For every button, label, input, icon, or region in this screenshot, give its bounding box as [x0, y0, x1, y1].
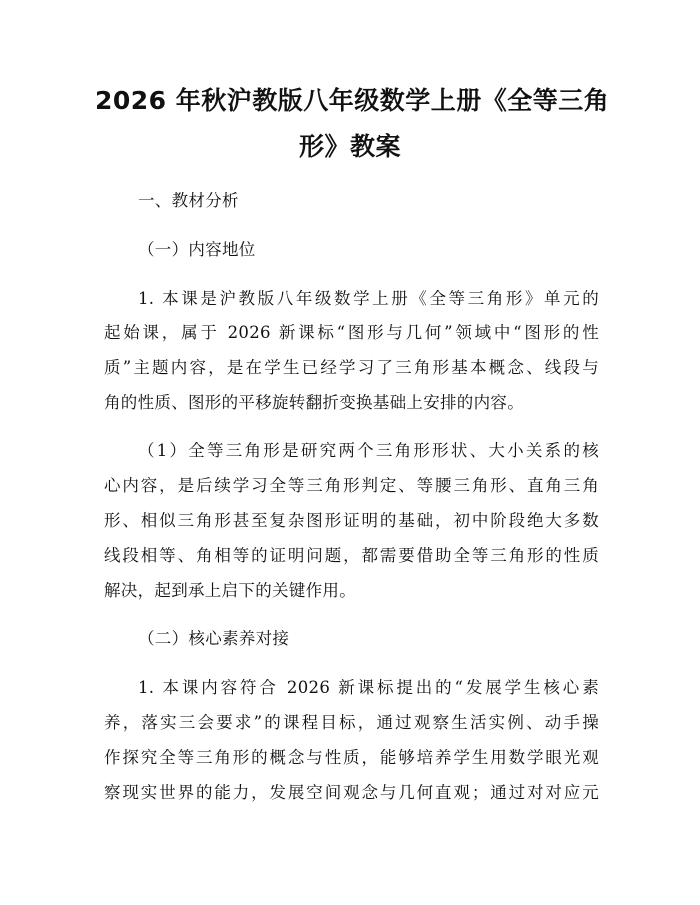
paragraph-line: 作探究全等三角形的概念与性质，能够培养学生用数学眼光观: [104, 748, 599, 767]
paragraph-line: 线段相等、角相等的证明问题，都需要借助全等三角形的性质: [104, 546, 599, 565]
subsection-heading-content-position: （一）内容地位: [138, 240, 256, 259]
paragraph-line: 心内容，是后续学习全等三角形判定、等腰三角形、直角三角: [104, 476, 599, 495]
subsection-heading-core-literacy: （二）核心素养对接: [138, 629, 290, 648]
paragraph-line: 察现实世界的能力，发展空间观念与几何直观；通过对对应元: [104, 783, 599, 802]
paragraph-line: 质”主题内容，是在学生已经学习了三角形基本概念、线段与: [104, 358, 599, 377]
paragraph-line: 1. 本课内容符合 2026 新课标提出的“发展学生核心素: [138, 678, 599, 697]
paragraph-line: 解决，起到承上启下的关键作用。: [104, 581, 356, 600]
paragraph-line: 1. 本课是沪教版八年级数学上册《全等三角形》单元的: [138, 289, 599, 308]
document-title-line-2: 形》教案: [298, 132, 401, 161]
paragraph-line: （1）全等三角形是研究两个三角形形状、大小关系的核: [138, 441, 599, 460]
paragraph-line: 起始课，属于 2026 新课标“图形与几何”领域中“图形的性: [104, 323, 599, 342]
paragraph-line: 养，落实三会要求”的课程目标，通过观察生活实例、动手操: [104, 713, 599, 732]
document-title-line-1: 2026 年秋沪教版八年级数学上册《全等三角: [95, 86, 610, 115]
section-heading-textbook-analysis: 一、教材分析: [138, 191, 239, 210]
paragraph-line: 形、相似三角形甚至复杂图形证明的基础，初中阶段绝大多数: [104, 511, 599, 530]
paragraph-line: 角的性质、图形的平移旋转翻折变换基础上安排的内容。: [104, 393, 524, 412]
